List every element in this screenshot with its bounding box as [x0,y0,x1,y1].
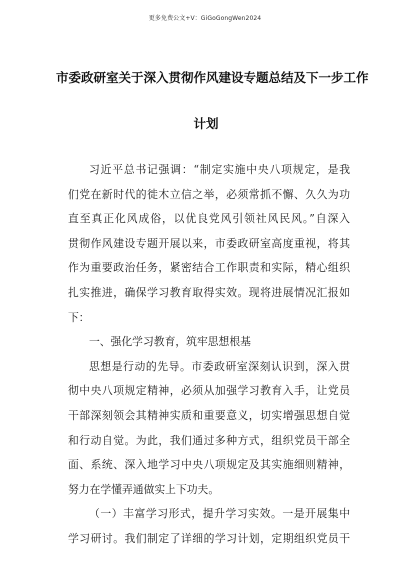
section-heading-1: 一、强化学习教育，筑牢思想根基 [89,335,251,349]
document-body [68,158,350,552]
paragraph-1-line-5: 作为重要政治任务，紧密结合工作职责和实际，精心组织 [68,261,350,275]
document-title-line-2: 计划 [193,116,219,131]
paragraph-1-line-4: 贯彻作风建设专题开展以来，市委政研室高度重视，将其 [68,236,350,250]
paragraph-2-line-3: 干部深刻领会其精神实质和重要意义，切实增强思想自觉 [68,408,350,422]
paragraph-2-line-5: 面、系统、深入地学习中央八项规定及其实施细则精神， [68,458,350,472]
paragraph-1-line-7: 下： [68,310,90,324]
paragraph-2-line-6: 努力在学懂弄通做实上下功夫。 [68,482,220,496]
paragraph-3-line-2: 学习研讨。我们制定了详细的学习计划，定期组织党员干 [68,531,350,545]
paragraph-1-line-2: 们党在新时代的徙木立信之举，必须常抓不懈、久久为功 [68,187,350,201]
paragraph-3-line-1: （一）丰富学习形式，提升学习实效。一是开展集中 [89,507,350,521]
document-title-line-1: 市委政研室关于深入贯彻作风建设专题总结及下一步工作 [56,70,369,85]
paragraph-1-line-1: 习近平总书记强调：“制定实施中央八项规定，是我 [89,163,350,176]
paragraph-2-line-4: 和行动自觉。为此，我们通过多种方式，组织党员干部全 [68,433,350,447]
header-note: 更多免费公文+V：GiGoGongWen2024 [148,15,262,22]
paragraph-1-line-3: 直至真正化风成俗，以优良党风引领社风民风。”自深入 [68,212,350,226]
paragraph-2-line-1: 思想是行动的先导。市委政研室深刻认识到，深入贯 [89,359,350,373]
paragraph-1-line-6: 扎实推进，确保学习教育取得实效。现将进展情况汇报如 [68,285,350,299]
paragraph-2-line-2: 彻中央八项规定精神，必须从加强学习教育入手，让党员 [68,384,350,398]
